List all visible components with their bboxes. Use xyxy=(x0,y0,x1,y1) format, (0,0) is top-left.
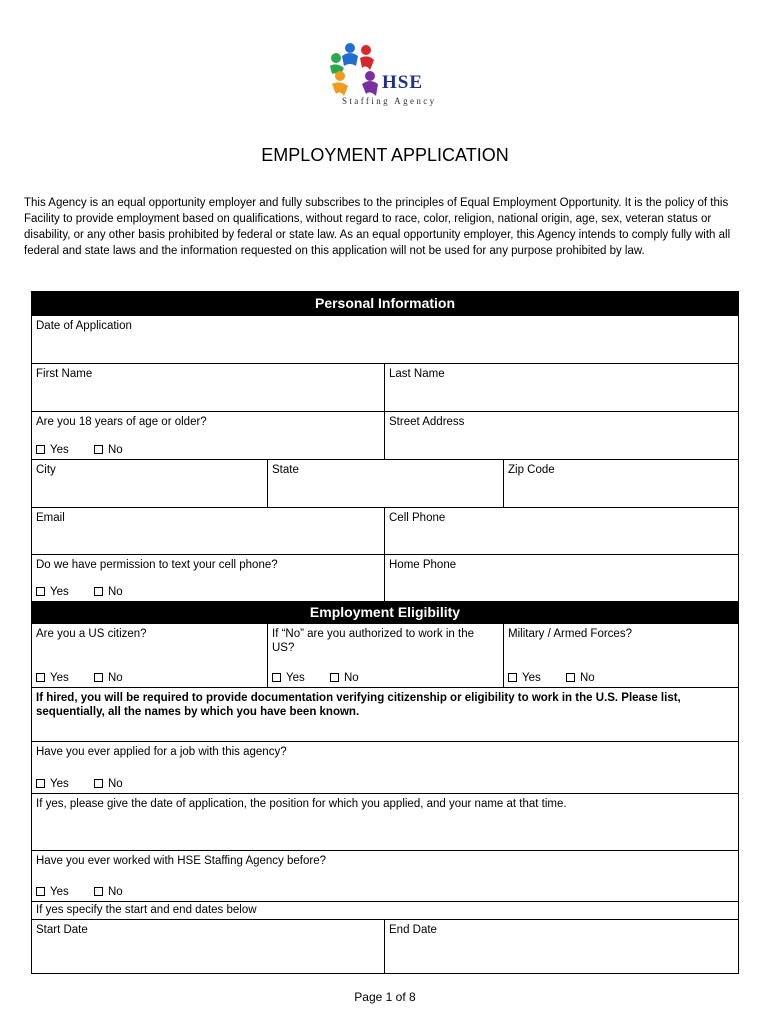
state-field[interactable] xyxy=(268,460,504,507)
zip-code-field[interactable] xyxy=(504,460,738,507)
email-field[interactable] xyxy=(32,508,385,554)
option-label: Yes xyxy=(50,886,69,898)
field-label: Cell Phone xyxy=(389,512,446,524)
company-logo xyxy=(326,40,446,108)
logo-brand-text: HSE xyxy=(382,72,424,93)
field-label: State xyxy=(272,464,299,476)
authorized-yes-checkbox[interactable] xyxy=(272,671,305,685)
field-label: Are you a US citizen? xyxy=(36,628,147,640)
date-of-application-field[interactable] xyxy=(32,316,738,363)
field-label: Last Name xyxy=(389,368,445,380)
age-yes-checkbox[interactable] xyxy=(36,443,69,457)
checkbox-icon xyxy=(94,779,103,788)
checkbox-icon xyxy=(36,445,45,454)
worked-no-checkbox[interactable] xyxy=(94,885,123,899)
field-label: Zip Code xyxy=(508,464,555,476)
option-label: No xyxy=(107,886,123,898)
worked-before-question xyxy=(32,851,738,901)
documentation-note: If hired, you will be required to provide documentation verifying citizenship or eligibility to work in the U.S. Please list, sequentially, all the names by which you have been known. xyxy=(36,692,681,718)
option-label: No xyxy=(107,444,123,456)
application-form xyxy=(31,291,739,974)
option-label: No xyxy=(107,672,123,684)
military-yes-checkbox[interactable] xyxy=(508,671,541,685)
work-authorization-question xyxy=(268,624,504,687)
option-label: No xyxy=(107,586,123,598)
checkbox-icon xyxy=(330,673,339,682)
applied-no-checkbox[interactable] xyxy=(94,777,123,791)
checkbox-icon xyxy=(36,587,45,596)
field-label: If “No” are you authorized to work in the US? xyxy=(272,628,474,654)
field-label: Email xyxy=(36,512,65,524)
option-label: No xyxy=(579,672,595,684)
option-label: Yes xyxy=(50,586,69,598)
field-label: First Name xyxy=(36,368,93,380)
field-label: End Date xyxy=(389,924,437,936)
citizen-yes-checkbox[interactable] xyxy=(36,671,69,685)
option-label: Yes xyxy=(50,778,69,790)
checkbox-icon xyxy=(566,673,575,682)
intro-paragraph: This Agency is an equal opportunity employer and fully subscribes to the principles of Equal Employment Opportunity. It is the policy of this Facility to provide employment based on qualifications, without regard to race, color, religion, national origin, age, sex, veteran status or disability, or any other basis prohibited by federal or state law. As an equal opportunity employer, this Agency intends to comply fully with all federal and state laws and the information requested on this application will not be used for any purpose prohibited by law. xyxy=(24,197,731,257)
checkbox-icon xyxy=(272,673,281,682)
field-label: If yes specify the start and end dates below xyxy=(36,904,257,916)
worked-yes-checkbox[interactable] xyxy=(36,885,69,899)
option-label: Yes xyxy=(286,672,305,684)
last-name-field[interactable] xyxy=(385,364,738,411)
page-number: Page 1 of 8 xyxy=(354,990,416,1004)
military-question xyxy=(504,624,738,687)
option-label: Yes xyxy=(522,672,541,684)
field-label: Date of Application xyxy=(36,320,132,332)
field-label: Military / Armed Forces? xyxy=(508,628,632,640)
applied-before-question xyxy=(32,742,738,793)
text-permission-question xyxy=(32,555,385,601)
cell-phone-field[interactable] xyxy=(385,508,738,554)
field-label: If yes, please give the date of application, the position for which you applied, and your name at that time. xyxy=(36,798,567,810)
checkbox-icon xyxy=(94,673,103,682)
text-yes-checkbox[interactable] xyxy=(36,585,69,599)
field-label: Start Date xyxy=(36,924,88,936)
section-heading-eligibility: Employment Eligibility xyxy=(32,601,738,624)
checkbox-icon xyxy=(94,445,103,454)
section-heading-personal: Personal Information xyxy=(32,291,738,316)
known-names-field[interactable] xyxy=(32,688,738,741)
dates-note xyxy=(32,902,738,919)
option-label: Yes xyxy=(50,444,69,456)
citizen-no-checkbox[interactable] xyxy=(94,671,123,685)
checkbox-icon xyxy=(36,673,45,682)
field-label: Street Address xyxy=(389,416,465,428)
first-name-field[interactable] xyxy=(32,364,385,411)
field-label: Do we have permission to text your cell phone? xyxy=(36,559,278,571)
checkbox-icon xyxy=(508,673,517,682)
field-label: Have you ever applied for a job with this agency? xyxy=(36,746,287,758)
home-phone-field[interactable] xyxy=(385,555,738,601)
prior-application-details-field[interactable] xyxy=(32,794,738,850)
field-label: City xyxy=(36,464,56,476)
city-field[interactable] xyxy=(32,460,268,507)
checkbox-icon xyxy=(94,587,103,596)
age-no-checkbox[interactable] xyxy=(94,443,123,457)
people-logo-icon xyxy=(326,40,386,98)
street-address-field[interactable] xyxy=(385,412,738,459)
text-no-checkbox[interactable] xyxy=(94,585,123,599)
checkbox-icon xyxy=(94,887,103,896)
checkbox-icon xyxy=(36,779,45,788)
field-label: Are you 18 years of age or older? xyxy=(36,416,207,428)
us-citizen-question xyxy=(32,624,268,687)
field-label: Home Phone xyxy=(389,559,457,571)
checkbox-icon xyxy=(36,887,45,896)
option-label: Yes xyxy=(50,672,69,684)
option-label: No xyxy=(343,672,359,684)
military-no-checkbox[interactable] xyxy=(566,671,595,685)
option-label: No xyxy=(107,778,123,790)
start-date-field[interactable] xyxy=(32,920,385,973)
logo-tagline: Staffing Agency xyxy=(342,96,437,106)
age-question xyxy=(32,412,385,459)
field-label: Have you ever worked with HSE Staffing Agency before? xyxy=(36,855,327,867)
end-date-field[interactable] xyxy=(385,920,738,973)
applied-yes-checkbox[interactable] xyxy=(36,777,69,791)
page-title: EMPLOYMENT APPLICATION xyxy=(261,145,509,165)
authorized-no-checkbox[interactable] xyxy=(330,671,359,685)
